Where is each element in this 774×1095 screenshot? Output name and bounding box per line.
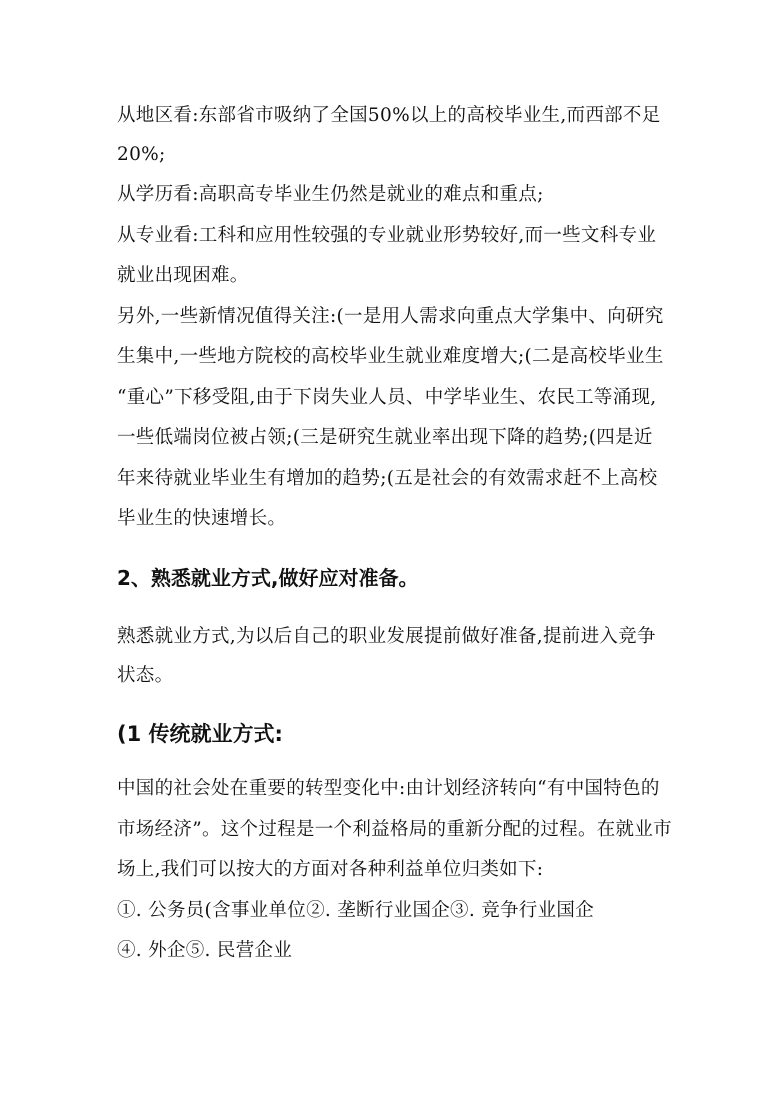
region-line-2: 20%; [117,144,166,165]
section-heading-2: 2、熟悉就业方式,做好应对准备。 [117,566,419,590]
china-line-1: 中国的社会处在重要的转型变化中:由计划经济转向“有中国特色的 [117,778,660,799]
list-line-1: ①. 公务员(含事业单位②. 垄断行业国企③. 竞争行业国企 [117,900,595,921]
major-line-1: 从专业看:工科和应用性较强的专业就业形势较好,而一些文科专业 [117,225,657,246]
other-line-4: 一些低端岗位被占领;(三是研究生就业率出现下降的趋势;(四是近 [117,427,653,448]
subsection-heading-1: (1 传统就业方式: [117,722,283,746]
list-line-2: ④. 外企⑤. 民营企业 [117,940,293,961]
other-line-6: 毕业生的快速增长。 [117,508,287,529]
familiar-line-1: 熟悉就业方式,为以后自己的职业发展提前做好准备,提前进入竞争 [117,626,656,647]
other-line-1: 另外,一些新情况值得关注:(一是用人需求向重点大学集中、向研究 [117,306,664,327]
region-line-1: 从地区看:东部省市吸纳了全国50%以上的高校毕业生,而西部不足 [117,105,661,126]
china-line-3: 场上,我们可以按大的方面对各种利益单位归类如下: [117,859,544,880]
major-line-2: 就业出现困难。 [117,265,249,286]
other-line-3: “重心”下移受阻,由于下岗失业人员、中学毕业生、农民工等涌现, [117,387,657,408]
familiar-line-2: 状态。 [117,665,174,686]
china-line-2: 市场经济”。这个过程是一个利益格局的重新分配的过程。在就业市 [117,819,672,840]
education-line-1: 从学历看:高职高专毕业生仍然是就业的难点和重点; [117,184,544,205]
other-line-2: 生集中,一些地方院校的高校毕业生就业难度增大;(二是高校毕业生 [117,346,664,367]
other-line-5: 年来待就业毕业生有增加的趋势;(五是社会的有效需求赶不上高校 [117,468,658,489]
